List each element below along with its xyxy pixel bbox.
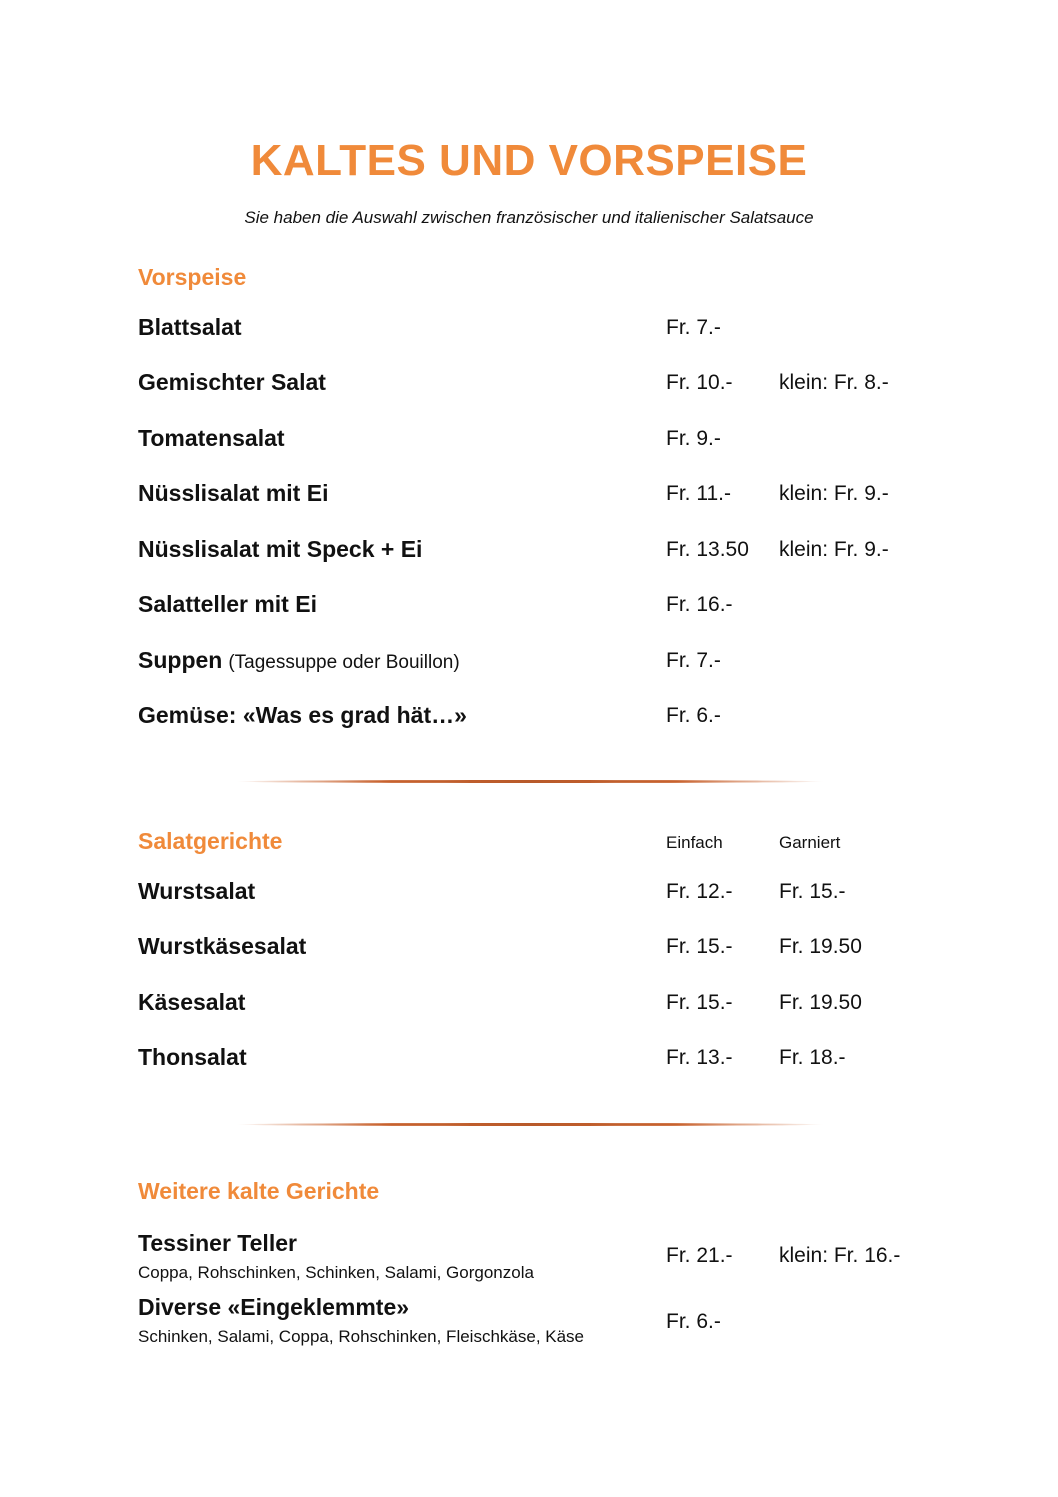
item-price-garniert: Fr. 19.50: [779, 935, 862, 958]
item-name: Gemüse: «Was es grad hät…»: [138, 702, 467, 728]
item-price-small: klein: Fr. 9.-: [779, 482, 889, 505]
section-title-salatgerichte: Salatgerichte: [138, 828, 283, 854]
item-name: [138, 647, 460, 674]
item-price: Fr. 7.-: [666, 316, 721, 339]
menu-item: [0, 591, 1058, 621]
section-title-vorspeise: Vorspeise: [138, 264, 247, 290]
item-name: Thonsalat: [138, 1044, 247, 1070]
column-header-einfach: Einfach: [666, 833, 723, 852]
item-price-einfach: Fr. 13.-: [666, 1046, 733, 1069]
item-note: (Tagessuppe oder Bouillon): [228, 652, 460, 673]
item-price: Fr. 9.-: [666, 427, 721, 450]
item-name: Diverse «Eingeklemmte»: [138, 1294, 410, 1320]
item-name: Wurstsalat: [138, 878, 256, 904]
item-price: Fr. 21.-: [666, 1244, 733, 1267]
section-divider: [236, 1123, 824, 1126]
menu-item: [0, 702, 1058, 732]
item-price-garniert: Fr. 19.50: [779, 991, 862, 1014]
item-name: Blattsalat: [138, 314, 242, 340]
menu-item: [0, 878, 1058, 908]
item-price-small: klein: Fr. 16.-: [779, 1244, 901, 1267]
menu-item: [0, 314, 1058, 344]
menu-item: [0, 1294, 1058, 1350]
item-name: Tomatensalat: [138, 425, 285, 451]
item-name-text: Suppen: [138, 647, 223, 673]
item-price-einfach: Fr. 15.-: [666, 935, 733, 958]
section-title-weitere: Weitere kalte Gerichte: [138, 1178, 380, 1204]
item-name: Tessiner Teller: [138, 1230, 297, 1256]
item-price-garniert: Fr. 15.-: [779, 880, 846, 903]
menu-item: [0, 989, 1058, 1019]
item-description: Schinken, Salami, Coppa, Rohschinken, Fleischkäse, Käse: [138, 1327, 585, 1346]
item-price-garniert: Fr. 18.-: [779, 1046, 846, 1069]
item-price: Fr. 6.-: [666, 1310, 721, 1333]
item-name: Gemischter Salat: [138, 369, 326, 395]
item-description: Coppa, Rohschinken, Schinken, Salami, Gorgonzola: [138, 1263, 534, 1282]
column-header-garniert: Garniert: [779, 833, 841, 852]
item-price: Fr. 16.-: [666, 593, 733, 616]
menu-item: [0, 647, 1058, 677]
item-price: Fr. 6.-: [666, 704, 721, 727]
menu-item: [0, 1044, 1058, 1074]
item-price-einfach: Fr. 12.-: [666, 880, 733, 903]
item-name: Käsesalat: [138, 989, 246, 1015]
item-price: Fr. 7.-: [666, 649, 721, 672]
item-name: Salatteller mit Ei: [138, 591, 317, 617]
page-title: KALTES UND VORSPEISE: [250, 136, 808, 185]
item-name: Nüsslisalat mit Speck + Ei: [138, 536, 423, 562]
item-name: Nüsslisalat mit Ei: [138, 480, 329, 506]
menu-item: [0, 1230, 1058, 1286]
menu-item: [0, 480, 1058, 510]
item-price-small: klein: Fr. 8.-: [779, 371, 889, 394]
item-price: Fr. 11.-: [666, 482, 731, 505]
page-subtitle: Sie haben die Auswahl zwischen französischer und italienischer Salatsauce: [244, 208, 814, 227]
item-price-einfach: Fr. 15.-: [666, 991, 733, 1014]
menu-item: [0, 425, 1058, 455]
item-price-small: klein: Fr. 9.-: [779, 538, 889, 561]
menu-item: [0, 933, 1058, 963]
item-name: Wurstkäsesalat: [138, 933, 307, 959]
menu-item: [0, 369, 1058, 399]
menu-item: [0, 536, 1058, 566]
section-divider: [236, 780, 824, 783]
item-price: Fr. 13.50: [666, 538, 749, 561]
item-price: Fr. 10.-: [666, 371, 733, 394]
